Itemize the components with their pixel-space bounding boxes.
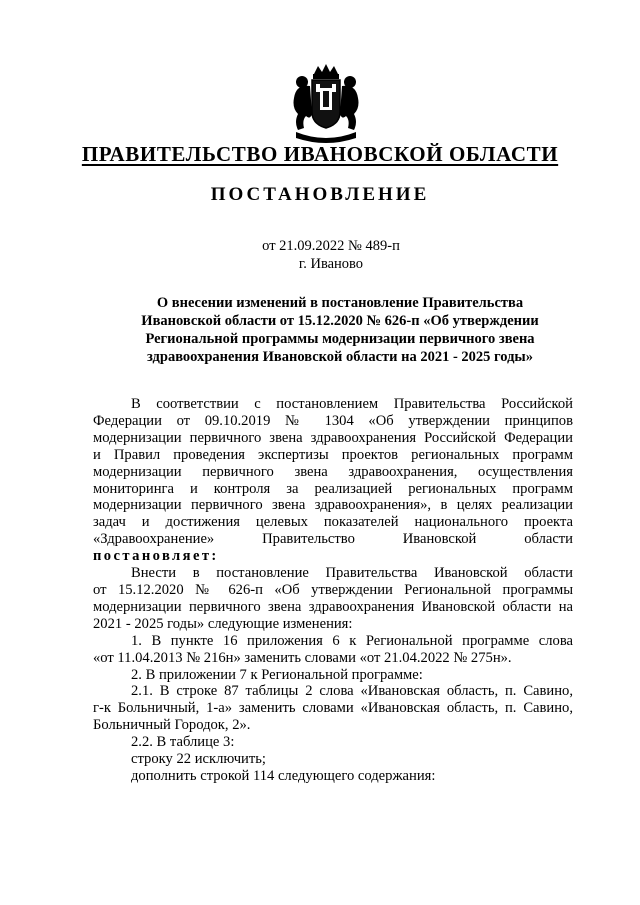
item2-1-line: 2.1. В строке 87 таблицы 2 слова «Ивановская область, п. Савино, [131,683,573,700]
item-intro-line: модернизации первичного звена здравоохранения Ивановской области на [93,598,573,615]
preamble-line: модернизации первичного звена здравоохранения, осуществления [93,463,573,480]
preamble-line: В соответствии с постановлением Правительства Российской [131,396,573,412]
subject-line: О внесении изменений в постановление Правительства [156,295,524,311]
date-and-number: от 21.09.2022 № 489-п [262,238,400,254]
item2-2-line: 2.2. В таблице 3: [131,734,235,751]
item-intro-line: от 15.12.2020 № 626-п «Об утверждении Региональной программы [93,581,573,598]
item1-line: 1. В пункте 16 приложения 6 к Региональной программе слова [131,632,573,649]
subject-line: Региональной программы модернизации первичного звена [145,331,535,347]
preamble-line: модернизации первичного звена здравоохранения Российской Федерации [93,429,573,446]
coat-of-arms-icon [290,64,362,146]
subject-line: здравоохранения Ивановской области на 2021 - 2025 годы» [146,349,533,365]
preamble-line: «Здравоохранение» Правительство Ивановской области [93,531,573,548]
preamble-line: мониторинга и контроля за реализацией региональных программ [93,480,573,497]
organization-title [0,140,640,168]
item1-line: «от 11.04.2013 № 216н» заменить словами «от 21.04.2022 № 275н». [93,649,512,666]
item2-1-line: Больничный Городок, 2». [93,717,251,734]
item2-line: 2. В приложении 7 к Региональной программе: [131,666,423,683]
preamble-line: Федерации от 09.10.2019 № 1304 «Об утверждении принципов [93,412,573,429]
decree-line [93,548,573,565]
item2-2-b-line: дополнить строкой 114 следующего содержания: [131,767,436,784]
preamble-line: задач и достижения целевых показателей национального проекта [93,514,573,531]
item-intro-line: Внести в постановление Правительства Ивановской области [131,565,573,582]
decree-colon: : [211,548,217,565]
item-intro-line: 2021 - 2025 годы» следующие изменения: [93,615,353,632]
city: г. Иваново [298,256,364,272]
preamble-line: и Правил проведения экспертизы проектов региональных программ [93,446,573,463]
item2-1-line: г-к Больничный, 1-а» заменить словами «Ивановская область, п. Савино, [93,700,573,717]
document-type: ПОСТАНОВЛЕНИЕ [210,184,430,205]
document-body [93,396,573,785]
item2-2-a-line: строку 22 исключить; [131,751,266,768]
subject-line: Ивановской области от 15.12.2020 № 626-п «Об утверждении [141,313,539,329]
decree-word: постановляет [93,548,212,565]
document-subject [120,294,560,366]
organization-title-text: ПРАВИТЕЛЬСТВО ИВАНОВСКОЙ ОБЛАСТИ [81,142,559,166]
coat-of-arms-emblem [290,64,362,146]
preamble-line: модернизации первичного звена здравоохранения», в целях реализации [93,497,573,514]
